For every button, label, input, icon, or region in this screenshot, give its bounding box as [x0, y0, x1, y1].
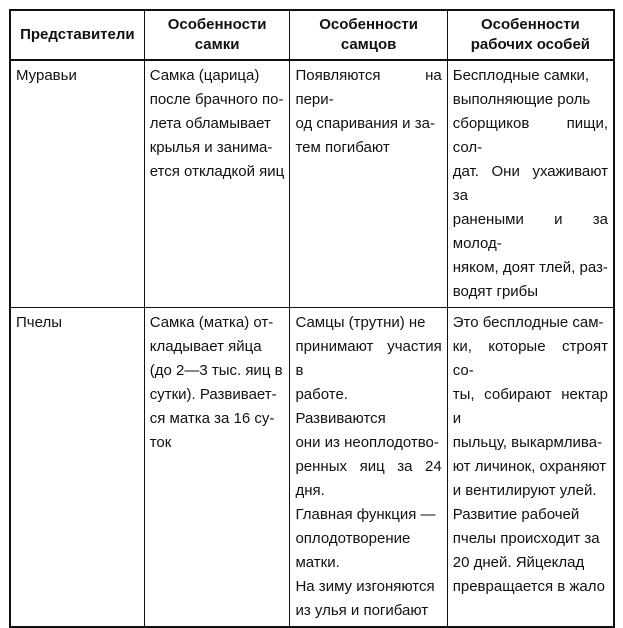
- header-representatives: Представители: [10, 10, 144, 60]
- cell-name: Пчелы: [10, 308, 144, 628]
- cell-workers: Это бесплодные сам- ки, которые строят со- ты, собирают нектар и пыльцу, выкармлива- ют личинок, охраняют и вентилируют улей. Развитие рабочей пчелы происходит за 20 дней. Яйцеклад превращается в жало: [447, 308, 614, 628]
- cell-name: Муравьи: [10, 60, 144, 308]
- cell-female: Самка (царица) после брачного по- лета обламывает крылья и занима- ется откладкой яиц: [144, 60, 290, 308]
- comparison-table: [9, 9, 615, 628]
- header-female-features: Особенности самки: [144, 10, 290, 60]
- header-worker-features: Особенности рабочих особей: [447, 10, 614, 60]
- cell-male: Появляются на пери- од спаривания и за- тем погибают: [290, 60, 447, 308]
- table-row-ants: [10, 60, 614, 308]
- header-row: [10, 10, 614, 60]
- table-row-bees: [10, 308, 614, 628]
- cell-female: Самка (матка) от- кладывает яйца (до 2—3 тыс. яиц в сутки). Развивает- ся матка за 16 су- ток: [144, 308, 290, 628]
- cell-male: Самцы (трутни) не принимают участия в работе. Развиваются они из неоплодотво- ренных яиц за 24 дня. Главная функция — оплодотворение матки. На зиму изгоняются из улья и погибают: [290, 308, 447, 628]
- table-body: [10, 60, 614, 627]
- cell-workers: Бесплодные самки, выполняющие роль сборщиков пищи, сол- дат. Они ухаживают за ранеными и за молод- няком, доят тлей, раз- водят грибы: [447, 60, 614, 308]
- table-header: [10, 10, 614, 60]
- header-male-features: Особенности самцов: [290, 10, 447, 60]
